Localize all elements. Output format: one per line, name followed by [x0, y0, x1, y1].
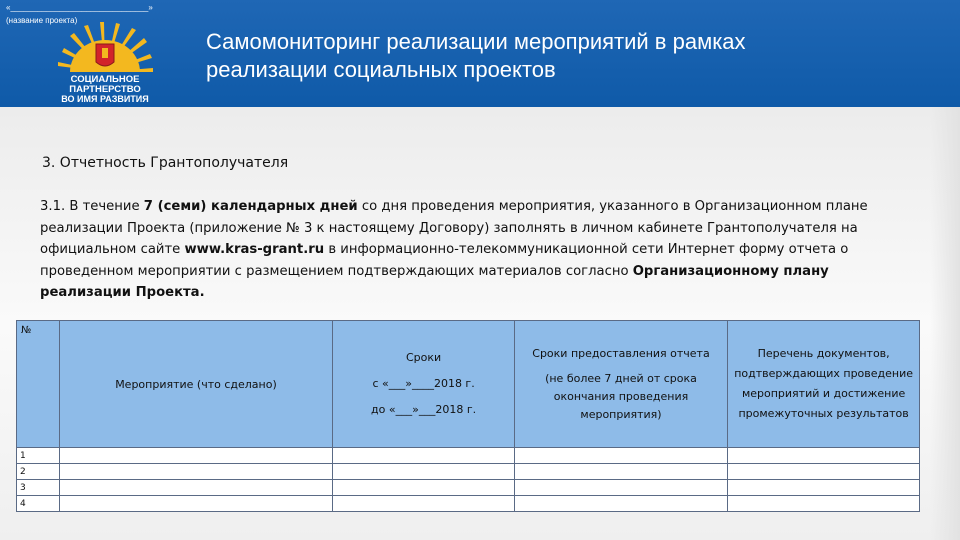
project-name-caption: (название проекта) [6, 16, 78, 25]
row-report-cell[interactable] [514, 496, 727, 512]
table-row [17, 496, 920, 512]
section-title: 3. Отчетность Грантополучателя [42, 155, 289, 171]
row-docs-cell[interactable] [728, 464, 920, 480]
social-partnership-logo [40, 22, 170, 106]
section-paragraph [40, 196, 920, 304]
table-row [17, 480, 920, 496]
coat-of-arms-icon [96, 44, 114, 66]
para-website-link[interactable]: www.kras-grant.ru [184, 242, 325, 258]
row-event-cell[interactable] [59, 464, 333, 480]
row-number: 3 [17, 480, 60, 496]
row-number: 4 [17, 496, 60, 512]
header-report-deadline [514, 321, 727, 448]
row-docs-cell[interactable] [728, 496, 920, 512]
header-report-deadline-note: (не более 7 дней от срока окончания проведения мероприятия) [545, 372, 697, 421]
row-number: 2 [17, 464, 60, 480]
page-title [206, 28, 906, 84]
row-dates-cell[interactable] [333, 448, 514, 464]
table-header-row [17, 321, 920, 448]
header-event: Мероприятие (что сделано) [59, 321, 333, 448]
row-dates-cell[interactable] [333, 496, 514, 512]
right-edge-shadow [930, 107, 960, 540]
report-table [16, 320, 920, 512]
header-number: № [17, 321, 60, 448]
logo-text-2: ПАРТНЕРСТВО [69, 84, 141, 95]
para-part-3: со дня проведения мероприятия, указанного в Организационном плане реализации Проекта (приложение № 3 к настоящему Договору) заполнять в личном кабинете Грантополучателя на официальном сайте [40, 199, 868, 258]
para-part-5: в информационно-телекоммуникационной сети Интернет форму отчета о проведенном мероприятии с размещением подтверждающих материалов согласно [40, 242, 849, 279]
para-part-1: 3.1. В течение [40, 199, 144, 214]
row-report-cell[interactable] [514, 448, 727, 464]
header-dates [333, 321, 514, 448]
header-dates-title: Сроки [405, 351, 442, 364]
row-event-cell[interactable] [59, 496, 333, 512]
row-dates-cell[interactable] [333, 480, 514, 496]
table-row [17, 464, 920, 480]
project-name-line: «_______________________________» [6, 3, 153, 12]
page-title-line-2: реализации социальных проектов [206, 57, 556, 82]
logo-text-1: СОЦИАЛЬНОЕ [70, 74, 140, 85]
header-report-deadline-title: Сроки предоставления отчета [532, 347, 710, 360]
row-report-cell[interactable] [514, 480, 727, 496]
para-deadline: 7 (семи) календарных дней [143, 199, 358, 214]
header-dates-to: до «___»___2018 г. [371, 403, 477, 416]
para-plan-ref: Организационному плану реализации Проекта. [40, 263, 829, 301]
header-banner [0, 0, 960, 107]
header-dates-from: с «___»____2018 г. [372, 377, 475, 390]
header-documents [728, 321, 920, 448]
row-report-cell[interactable] [514, 464, 727, 480]
logo-text-3: ВО ИМЯ РАЗВИТИЯ [61, 94, 149, 104]
row-number: 1 [17, 448, 60, 464]
row-event-cell[interactable] [59, 448, 333, 464]
row-dates-cell[interactable] [333, 464, 514, 480]
row-docs-cell[interactable] [728, 480, 920, 496]
row-docs-cell[interactable] [728, 448, 920, 464]
header-documents-text: Перечень документов, подтверждающих проведение мероприятий и достижение промежуточных результатов [734, 347, 914, 420]
row-event-cell[interactable] [59, 480, 333, 496]
page-title-line-1: Самомониторинг реализации мероприятий в рамках [206, 29, 746, 54]
table-row [17, 448, 920, 464]
